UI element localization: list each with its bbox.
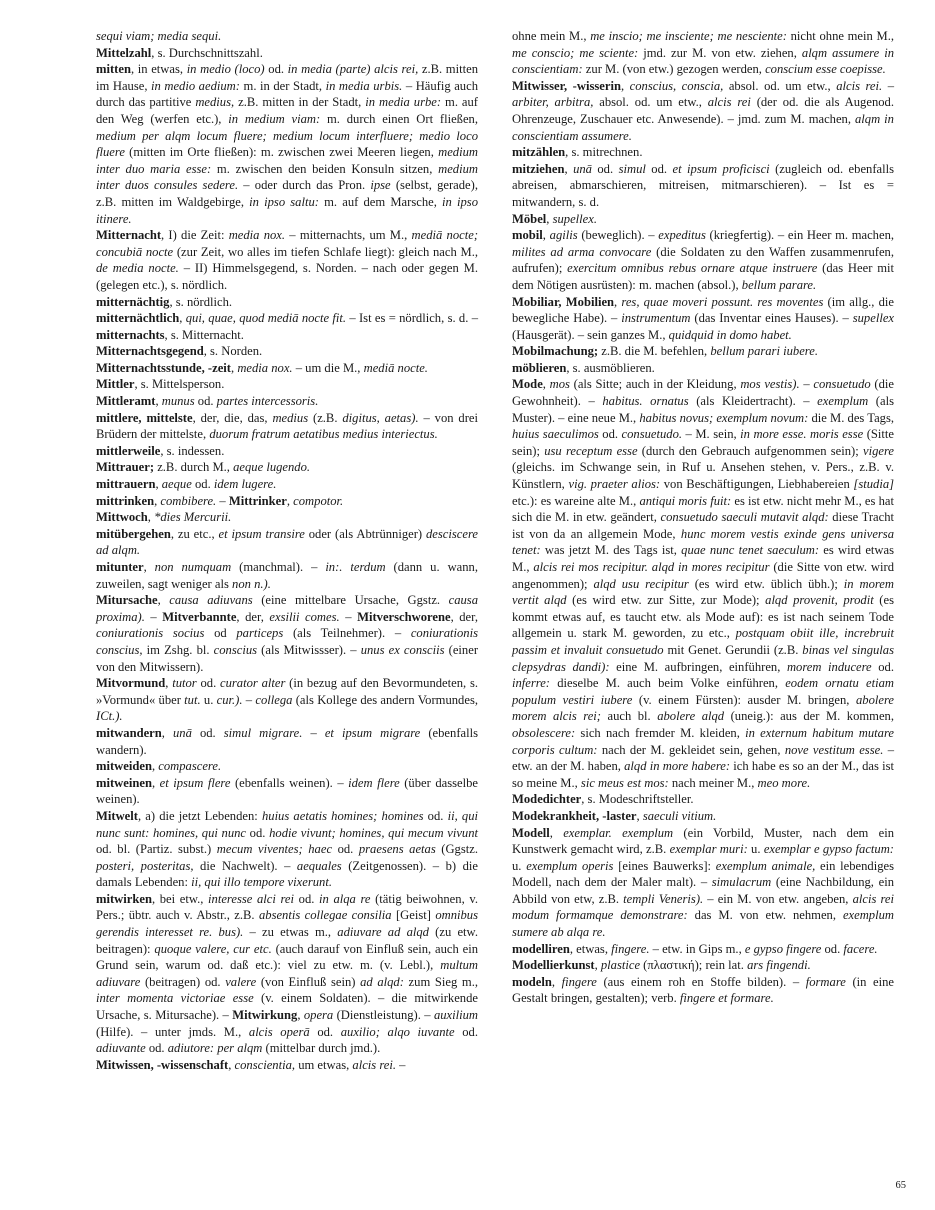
dictionary-entry: mobil, agilis (beweglich). – expeditus (kriegfertig). – ein Heer m. machen, milites ad arma convocare (die Soldaten zu den Waffen zusammenrufen, aufrufen); exercitum omnibus rebus ornare atque instruere (das Heer mit dem Nötigen ausrüsten): m. machen (absol.), bellum parare.	[512, 228, 895, 292]
dictionary-entry: Mittleramt, munus od. partes intercessoris.	[96, 394, 319, 409]
dictionary-entry: Mitursache, causa adiuvans (eine mittelbare Ursache, Ggstz. causa proxima). – Mitverbannte, der, exsilii comes. – Mitverschworene, der, coniurationis socius od particeps (als Teilnehmer). – coniurationis conscius, im Zshg. bl. conscius (als Mitwissser). – unus ex consciis (einer von den Mitwissern).	[96, 593, 479, 674]
dictionary-entry: Mittrauer; z.B. durch M., aeque lugendo.	[96, 460, 311, 475]
dictionary-entry: modeln, fingere (aus einem roh en Stoffe bilden). – formare (in eine Gestalt bringen, gestalten); verb. fingere et formare.	[512, 974, 895, 1006]
dictionary-entry: ohne mein M., me inscio; me insciente; me nesciente: nicht ohne mein M., me conscio; me sciente: jmd. zur M. von etw. ziehen, alqm assumere in conscientiam: zur M. (von etw.) gezogen werden, conscium esse coepisse.	[512, 29, 894, 77]
dictionary-entry: mitzählen, s. mitrechnen.	[512, 145, 643, 160]
dictionary-entry: Mittwoch, *dies Mercurii.	[96, 510, 232, 525]
dictionary-entry: Mitwelt, a) die jetzt Lebenden: huius aetatis homines; homines od. ii, qui nunc sunt: homines, qui nunc od. hodie vivunt; homines, qui mecum vivunt od. bl. (Partiz. subst.) mecum viventes; haec od. praesens aetas (Ggstz. posteri, posteritas, die Nachwelt). – aequales (Zeitgenossen). – b) die damals Lebenden: ii, qui illo tempore vixerunt.	[96, 808, 479, 890]
dictionary-entry: Mitternachtsstunde, -zeit, media nox. – um die M., mediā nocte.	[96, 360, 428, 375]
dictionary-entry: Mitwissen, -wissenschaft, conscientia, um etwas, alcis rei. –	[96, 1057, 406, 1072]
dictionary-entry: Mitvormund, tutor od. curator alter (in bezug auf den Bevormundeten, s. »Vormund« über tut. u. cur.). – collega (als Kollege des andern Vormundes, ICt.).	[96, 676, 479, 724]
dictionary-entry: mittrinken, combibere. – Mittrinker, compotor.	[96, 493, 344, 508]
dictionary-entry: modelliren, etwas, fingere. – etw. in Gips m., e gypso fingere od. facere.	[512, 941, 878, 956]
dictionary-entry: Mitwisser, -wisserin, conscius, conscia, absol. od. um etw., alcis rei. – arbiter, arbitra, absol. od. um etw., alcis rei (der od. die als Augenod. Ohrenzeuge, Zuschauer etc. Anwesende). – jmd. zum M. machen, alqm in conscientiam assumere.	[512, 78, 894, 143]
dictionary-entry: Mode, mos (als Sitte; auch in der Kleidung, mos vestis). – consuetudo (die Gewohnheit). – habitus. ornatus (als Kleidertracht). – exemplum (als Muster). – eine neue M., habitus novus; exemplum novum: die M. des Tags, huius saeculimos od. consuetudo. – M. sein, in more esse. moris esse (Sitte sein); usu receptum esse (durch den Gebrauch aufgenommen sein); vigere (gleichs. im Schwange sein, in Ruf u. Ansehen stehen, v. Pers., z.B. v. Künstlern, vig. praeter alios: von Beschäftigungen, Liebhabereien [studia] etc.): es wareine alte M., antiqui moris fuit: es ist etw. nicht mehr M., es hat sich die M. in etw. geändert, consuetudo saeculi mutavit alqd: diese Tracht ist von da an allgemein Mode, hunc morem vestis exinde gens universa tenet: was jetzt M. des Tags ist, quae nunc tenet saeculum: es wird etwas M., alcis rei mos recipitur. alqd in mores recipitur (die Sitte von etw. wird angenommen); alqd usu recipitur (es wird etw. üblich übh.); in morem vertit alqd (es wird etw. zur Sitte, zur Mode); alqd provenit, prodit (es kommt etwas auf, es taucht etw. als Mode auf): es ist nach seinem Tode allgemein u. stark M. geworden, zu etc., postquam obiit ille, increbruit passim et invaluit consuetudo mit Genet. Gerundii (z.B. binas vel singulas clepsydras dandi): eine M. aufbringen, einführen, morem inducere od. inferre: dieselbe M. auch beim Volke einführen, eodem ornatu etiam populum vestiri iubere (v. einem Fürsten): ausder M. bringen, abolere morem alcis rei; auch bl. abolere alqd (uneig.): aus der M. kommen, obsolescere: sich nach fremder M. kleiden, in externum habitum mutare corporis cultum: nach der M. gekleidet sein, gehen, nove vestitum esse. – etw. an der M. haben, alqd in more habere: ich habe es so an der M., das ist so meine M., sic meus est mos: nach meiner M., meo more.	[512, 377, 895, 790]
dictionary-entry: mittlerweile, s. indessen.	[96, 443, 225, 458]
dictionary-entry: Modekrankheit, -laster, saeculi vitium.	[512, 808, 717, 823]
dictionary-entry: mitziehen, unā od. simul od. et ipsum proficisci (zugleich od. ebenfalls abreisen, abmarschieren, mitreisen, mitmarschieren). – Ist es = mitwandern, s. d.	[512, 161, 895, 209]
dictionary-entry: Mobiliar, Mobilien, res, quae moveri possunt. res moventes (im allg., die bewegliche Habe). – instrumentum (das Inventar eines Hauses). – supellex (Hausgerät). – sein ganzes M., quidquid in domo habet.	[512, 294, 894, 342]
page-number: 65	[895, 1180, 906, 1191]
dictionary-entry: mitternächtlich, qui, quae, quod mediā nocte fit. – Ist es = nördlich, s. d. – mitternachts, s. Mitternacht.	[96, 311, 478, 342]
dictionary-entry: mitübergehen, zu etc., et ipsum transire oder (als Abtrünniger) desciscere ad alqm.	[96, 526, 478, 558]
dictionary-entry: Möbel, supellex.	[512, 211, 597, 226]
dictionary-entry: mitten, in etwas, in medio (loco) od. in media (parte) alcis rei, z.B. mitten im Hause, in medio aedium: m. in der Stadt, in media urbis. – Häufig auch durch das partitive medius, z.B. mitten in der Stadt, in media urbe: m. auf den Weg (werfen etc.), in medium viam: m. durch einen Ort fließen, medium per alqm locum fluere; medium locum interfluere; medio loco fluere (mitten im Orte fließen): m. zwischen zwei Meeren liegen, medium inter duo maria esse: m. zwischen den beiden Konsuln sitzen, medium inter duos consules sedere. – oder durch das Pron. ipse (selbst, gerade), z.B. mitten im Waldgebirge, in ipso saltu: m. auf dem Marsche, in ipso itinere.	[96, 62, 479, 226]
dictionary-entry: mitwirken, bei etw., interesse alci rei od. in alqa re (tätig beiwohnen, v. Pers.; übtr. auch v. Abstr., z.B. absentis collegae consilia [Geist] omnibus gerendis interesset re. bus). – zu etwas m., adiuvare ad alqd (zu etw. beitragen): quoque valere, cur etc. (auch darauf von Einfluß sein, auch ein Grund sein, warum od. daß etc.): viel zu etw. m. (v. Lebl.), multum adiuvare (beitragen) od. valere (von Einfluß sein) ad alqd: zum Sieg m., inter momenta victoriae esse (v. einem Soldaten). – die mitwirkende Ursache, s. Mitursache). – Mitwirkung, opera (Dienstleistung). – auxilium (Hilfe). – unter jmds. M., alcis operā od. auxilio; alqo iuvante od. adiuvante od. adiutore: per alqm (mittelbar durch jmd.).	[96, 891, 479, 1056]
dictionary-entry: Modell, exemplar. exemplum (ein Vorbild, Muster, nach dem ein Kunstwerk gemacht wird, z.B. exemplar muri: u. exemplar e gypso factum: u. exemplum operis [eines Bauwerks]: exemplum animale, ein lebendiges Modell, nach dem der Maler malt). – simulacrum (eine Nachbildung, ein Abbild von etw, z.B. templi Veneris). – ein M. von etw. angeben, alcis rei modum formamque demonstrare: das M. von etw. nehmen, exemplum sumere ab alqa re.	[512, 825, 895, 940]
dictionary-entry: mitternächtig, s. nördlich.	[96, 294, 233, 309]
dictionary-entry: Mittelzahl, s. Durchschnittszahl.	[96, 45, 263, 60]
dictionary-entry: möblieren, s. ausmöblieren.	[512, 360, 655, 375]
dictionary-entry: Mitternachtsgegend, s. Norden.	[96, 344, 263, 359]
left-column	[96, 28, 478, 1073]
dictionary-entry: Mittler, s. Mittelsperson.	[96, 377, 225, 392]
dictionary-entry: mitweinen, et ipsum flere (ebenfalls weinen). – idem flere (über dasselbe weinen).	[96, 775, 478, 807]
dictionary-entry: Modellierkunst, plastice (πλαστική); rein lat. ars fingendi.	[512, 958, 811, 973]
dictionary-entry: Mitternacht, I) die Zeit: media nox. – mitternachts, um M., mediā nocte; concubiā nocte (zur Zeit, wo alles im tiefen Schlafe liegt): gleich nach M., de media nocte. – II) Himmelsgegend, s. Norden. – nach oder gegen M. (gelegen etc.), s. nördlich.	[96, 228, 479, 292]
dictionary-entry: Modedichter, s. Modeschriftsteller.	[512, 792, 694, 807]
dictionary-entry: mittlere, mittelste, der, die, das, medius (z.B. digitus, aetas). – von drei Brüdern der mittelste, duorum fratrum aetatibus medius interiectus.	[96, 410, 478, 442]
dictionary-entry: mitweiden, compascere.	[96, 759, 222, 774]
dictionary-entry: mitunter, non numquam (manchmal). – in:. terdum (dann u. wann, zuweilen, sagt weniger als non n.).	[96, 560, 478, 591]
dictionary-entry: Mobilmachung; z.B. die M. befehlen, bellum parari iubere.	[512, 344, 818, 359]
dictionary-entry: mitwandern, unā od. simul migrare. – et ipsum migrare (ebenfalls wandern).	[96, 725, 478, 757]
right-column	[512, 28, 894, 1007]
dictionary-entry: mittrauern, aeque od. idem lugere.	[96, 477, 277, 492]
dictionary-entry: sequi viam; media sequi.	[96, 29, 222, 43]
